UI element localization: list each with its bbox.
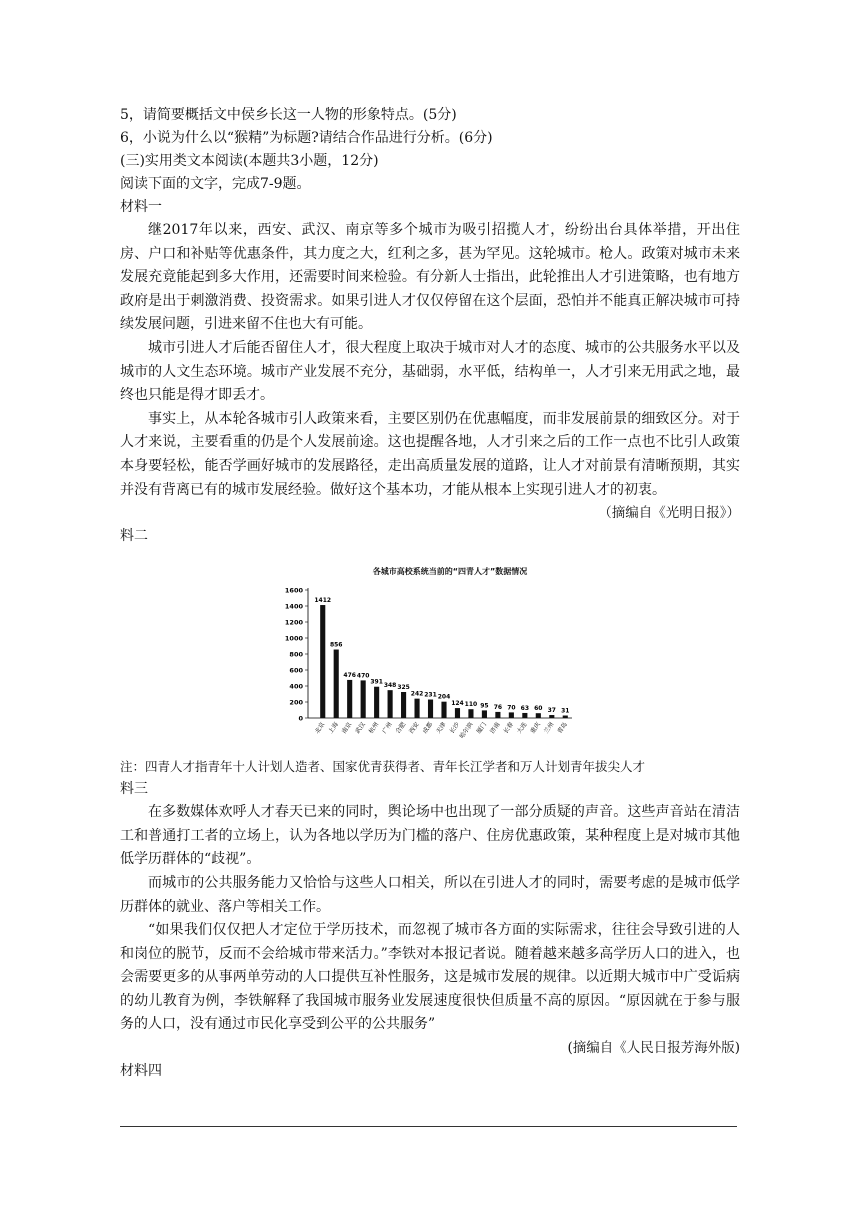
- bar: [347, 680, 352, 718]
- bar: [482, 711, 487, 719]
- bar: [441, 702, 446, 718]
- bar: [468, 709, 473, 718]
- bar: [428, 700, 433, 718]
- x-tick-label: 长沙: [448, 721, 462, 736]
- bar: [388, 690, 393, 718]
- bar: [509, 713, 514, 719]
- data-label: 31: [561, 707, 570, 715]
- x-tick-label: 天津: [435, 721, 448, 736]
- x-tick-label: 大连: [515, 721, 529, 736]
- x-tick-label: 哈尔滨: [458, 721, 475, 741]
- x-tick-label: 上海: [327, 721, 340, 736]
- data-label: 124: [451, 700, 464, 708]
- bar: [563, 716, 568, 718]
- y-tick-label: 200: [289, 698, 303, 707]
- x-tick-label: 北京: [313, 721, 327, 736]
- bar: [334, 650, 339, 718]
- data-label: 76: [493, 704, 503, 712]
- x-tick-label: 兰州: [542, 721, 556, 736]
- material-3-paragraph: 而城市的公共服务能力又恰恰与这些人口相关，所以在引进人才的同时，需要考虑的是城市低学历群体的就业、落户等相关工作。: [120, 874, 740, 915]
- bar: [495, 712, 500, 718]
- data-label: 242: [410, 690, 424, 698]
- x-tick-label: 济南: [488, 721, 502, 736]
- bar: [536, 713, 541, 718]
- x-tick-label: 成都: [421, 721, 435, 736]
- question-5: 5，请简要概括文中侯乡长这一人物的形象特点。(5分): [120, 107, 457, 123]
- material-3-paragraph: “如果我们仅仅把人才定位于学历技术，而忽视了城市各方面的实际需求，往往会导致引进的人和岗位的脱节，反而不会给城市带来活力。”李铁对本报记者说。随着越来越多高学历人口的进入，也会需要更多的从事两单劳动的人口提供互补性服务，这是城市发展的规律。以近期大城市中广受诟病的幼儿教育为例，李铁解释了我国城市服务业发展速度很快但质量不高的原因。“原因就在于参与服务的人口，没有通过市民化享受到公平的公共服务”: [120, 922, 740, 1033]
- material-4-heading: 材料四: [120, 1063, 162, 1080]
- y-tick-label: 1200: [284, 618, 303, 627]
- data-label: 856: [329, 641, 343, 649]
- x-tick-label: 武汉: [354, 721, 367, 736]
- data-label: 1412: [314, 597, 332, 605]
- data-label: 37: [547, 707, 556, 715]
- bar: [522, 713, 527, 718]
- y-tick-label: 1400: [284, 602, 303, 611]
- document-page: [120, 104, 740, 1083]
- material-2-note: 注：四青人才指青年十人计划人造者、国家优青获得者、青年长江学者和万人计划青年拔尖人才: [120, 759, 646, 775]
- data-label: 110: [464, 701, 478, 709]
- x-tick-label: 南京: [340, 721, 354, 736]
- material-1-paragraph: 继2017年以来，西安、武汉、南京等多个城市为吸引招揽人才，纷纷出台具体举措，开出住房、户口和补贴等优惠条件，其力度之大，红利之多，甚为罕见。这轮城市。枪人。政策对城市未来发展充竟能起到多大作用，还需要时间来检验。有分新人士指出，此轮推出人才引进策略，也有地方政府是出于刺激消费、投资需求。如果引进人才仅仅停留在这个层面，恐怕并不能真正解决城市可持续发展问题，引进来留不住也大有可能。: [120, 222, 740, 333]
- material-2-heading: 料二: [120, 528, 148, 545]
- y-tick-label: 1000: [284, 634, 303, 643]
- data-label: 348: [383, 682, 397, 690]
- data-label: 391: [370, 678, 383, 686]
- chart-title: 各城市高校系统当前的“四青人才”数据情况: [372, 567, 528, 577]
- bar: [361, 681, 366, 719]
- bar: [414, 699, 419, 718]
- data-label: 325: [397, 684, 410, 692]
- x-tick-label: 西安: [408, 721, 421, 736]
- data-label: 60: [534, 705, 543, 713]
- question-6: 6，小说为什么以“猴精”为标题?请结合作品进行分析。(6分): [120, 130, 493, 146]
- material-3-paragraph: 在多数媒体欢呼人才春天已来的同时，舆论场中也出现了一部分质疑的声音。这些声音站在清洁工和普通打工者的立场上，认为各地以学历为门槛的落户、住房优惠政策，某种程度上是对城市其他低学历群体的“歧视”。: [120, 804, 740, 868]
- bar: [549, 715, 554, 718]
- material-1-source: （摘编自《光明日报》）: [598, 505, 740, 522]
- bar: [374, 687, 379, 718]
- data-label: 95: [480, 702, 489, 710]
- x-tick-label: 重庆: [529, 721, 542, 736]
- data-label: 204: [437, 693, 451, 701]
- x-tick-label: 合肥: [394, 721, 408, 736]
- bar: [401, 692, 406, 718]
- bottom-rule: [120, 1126, 737, 1127]
- x-tick-label: 青岛: [556, 721, 569, 736]
- y-tick-label: 400: [289, 682, 303, 691]
- data-label: 63: [520, 705, 530, 713]
- y-tick-label: 0: [298, 714, 303, 723]
- material-1-paragraph: 事实上，从本轮各城市引人政策来看，主要区别仍在优惠幅度，而非发展前景的细致区分。对于人才来说，主要看重的仍是个人发展前途。这也提醒各地，人才引来之后的工作一点也不比引人政策本身要轻松，能否学画好城市的发展路径，走出高质量发展的道路，让人才对前景有清晰预期，其实并没有背离已有的城市发展经验。做好这个基本功，才能从根本上实现引进人才的初衷。: [120, 410, 740, 498]
- bar-chart: [280, 560, 620, 752]
- material-3-source: (摘编自《人民日报芳海外版): [567, 1040, 740, 1057]
- data-label: 70: [507, 704, 516, 712]
- x-tick-label: 杭州: [367, 721, 381, 736]
- material-1-heading: 材料一: [120, 199, 162, 215]
- x-tick-label: 厦门: [475, 721, 489, 736]
- material-3-heading: 料三: [120, 781, 148, 798]
- y-tick-label: 600: [289, 666, 303, 675]
- data-label: 231: [424, 691, 437, 699]
- material-1-paragraph: 城市引进人才后能否留住人才，很大程度上取决于城市对人才的态度、城市的公共服务水平以及城市的人文生态环境。城市产业发展不充分，基础弱，水平低，结构单一，人才引来无用武之地，最终也只能是得才即丢才。: [120, 339, 740, 404]
- bar: [455, 708, 460, 718]
- instruction: 阅读下面的文字，完成7-9题。: [120, 176, 311, 192]
- y-tick-label: 1600: [284, 586, 303, 595]
- bar: [320, 605, 325, 718]
- data-label: 476: [343, 672, 356, 680]
- data-label: 470: [356, 672, 370, 680]
- x-tick-label: 广州: [381, 721, 394, 736]
- x-tick-label: 长春: [502, 721, 516, 736]
- chart-svg: [280, 560, 620, 752]
- section-heading: (三)实用类文本阅读(本题共3小题，12分): [120, 153, 379, 169]
- y-tick-label: 800: [289, 650, 303, 659]
